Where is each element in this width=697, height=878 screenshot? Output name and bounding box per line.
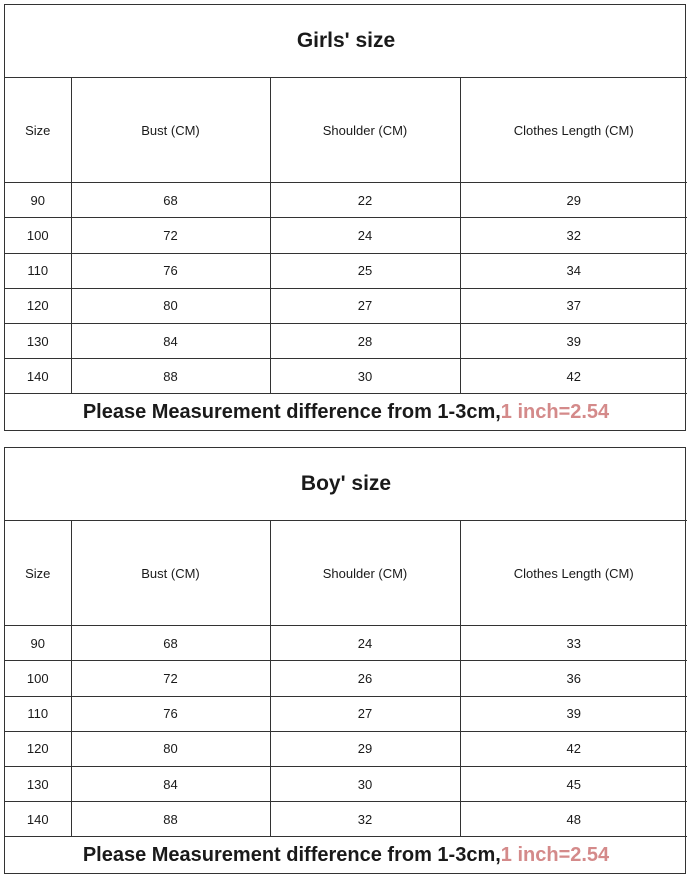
table-row [5,359,687,394]
table-row [5,183,687,218]
table-cell: 27 [270,288,460,323]
note-inch-conversion: 1 inch=2.54 [500,843,610,866]
table-row [5,253,687,288]
table-cell: 68 [71,183,270,218]
table-cell: 26 [270,661,460,696]
table-cell: 130 [5,766,71,801]
table-cell: 29 [270,731,460,766]
note-inch-conversion: 1 inch=2.54 [500,400,610,423]
table-row [5,626,687,661]
table-cell: 68 [71,626,270,661]
table-cell: 27 [270,696,460,731]
girls-size-table [5,5,687,430]
table-cell: 140 [5,359,71,394]
table-cell: 80 [71,731,270,766]
table-cell: 39 [460,323,687,358]
measurement-note [5,394,687,430]
column-header: Clothes Length (CM) [460,77,687,182]
table-cell: 42 [460,731,687,766]
girls-size-chart [4,4,686,431]
table-row [5,696,687,731]
chart-title: Boy' size [5,448,687,520]
column-header: Bust (CM) [71,520,270,625]
table-cell: 120 [5,731,71,766]
table-cell: 36 [460,661,687,696]
table-row [5,218,687,253]
table-cell: 28 [270,323,460,358]
table-cell: 39 [460,696,687,731]
note-text: Please Measurement difference from 1-3cm, [82,843,501,866]
table-cell: 72 [71,218,270,253]
table-cell: 33 [460,626,687,661]
table-cell: 100 [5,661,71,696]
column-header: Bust (CM) [71,77,270,182]
table-row [5,288,687,323]
table-cell: 80 [71,288,270,323]
table-header-row [5,520,687,625]
table-cell: 84 [71,323,270,358]
table-row [5,766,687,801]
table-cell: 45 [460,766,687,801]
table-row [5,802,687,837]
table-cell: 90 [5,183,71,218]
table-cell: 48 [460,802,687,837]
table-cell: 88 [71,802,270,837]
table-cell: 30 [270,359,460,394]
note-text: Please Measurement difference from 1-3cm, [82,400,501,423]
table-cell: 100 [5,218,71,253]
table-row [5,323,687,358]
table-cell: 72 [71,661,270,696]
column-header: Shoulder (CM) [270,520,460,625]
table-cell: 110 [5,696,71,731]
table-cell: 24 [270,218,460,253]
table-cell: 140 [5,802,71,837]
table-cell: 22 [270,183,460,218]
table-cell: 110 [5,253,71,288]
table-cell: 24 [270,626,460,661]
table-cell: 32 [270,802,460,837]
measurement-note [5,837,687,873]
column-header: Size [5,77,71,182]
table-cell: 76 [71,253,270,288]
table-cell: 90 [5,626,71,661]
column-header: Shoulder (CM) [270,77,460,182]
table-cell: 84 [71,766,270,801]
table-row [5,661,687,696]
chart-title: Girls' size [5,5,687,77]
table-cell: 120 [5,288,71,323]
table-header-row [5,77,687,182]
table-cell: 88 [71,359,270,394]
table-cell: 34 [460,253,687,288]
table-row [5,731,687,766]
column-header: Size [5,520,71,625]
boys-size-chart [4,447,686,874]
table-cell: 32 [460,218,687,253]
table-cell: 29 [460,183,687,218]
table-cell: 42 [460,359,687,394]
table-cell: 30 [270,766,460,801]
table-cell: 25 [270,253,460,288]
table-cell: 37 [460,288,687,323]
boys-size-table [5,448,687,873]
table-cell: 130 [5,323,71,358]
table-cell: 76 [71,696,270,731]
column-header: Clothes Length (CM) [460,520,687,625]
